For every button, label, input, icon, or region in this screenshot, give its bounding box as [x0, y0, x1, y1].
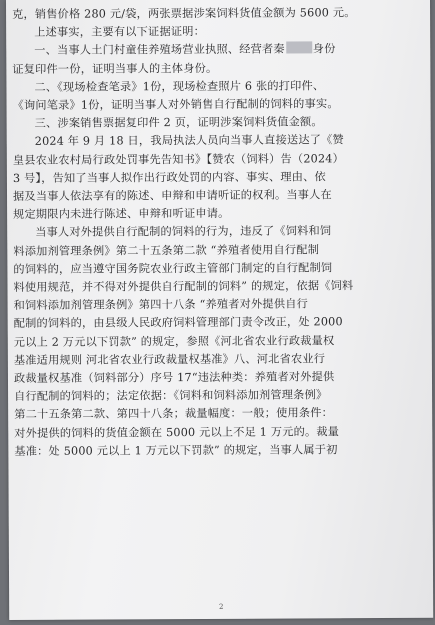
- text-line: 3 号】，告知了当事人拟作出行政处罚的内容、事实、理由、依: [12, 170, 326, 185]
- text-line: 基准：处 5000 元以上 1 万元以下罚款” 的规定，当事人属于初: [14, 443, 338, 458]
- text-line: 自行配制的饲料的；法定依据：《饲料和饲料添加剂管理条例》: [14, 388, 328, 404]
- text-segment: 一、当事人土门村童佳养殖场营业执照、经营者秦: [34, 42, 285, 58]
- text-line: 《询问笔录》1份，证明当事人对外销售自行配制的饲料的事实。: [12, 97, 339, 112]
- redaction-mark: [286, 42, 312, 54]
- text-line: 证复印件一份，证明当事人的主体身份。: [12, 61, 218, 76]
- text-line: 当事人对外提供自行配制的饲料的行为，违反了《饲料和饲: [35, 224, 332, 240]
- text-line: 2024 年 9 月 18 日，我局执法人员向当事人直接送达了《赞: [34, 133, 344, 149]
- text-line: 政裁量权基准（饲料部分）序号 17“违法种类：养殖者对外提供: [13, 370, 335, 386]
- text-line: 皇县农业农村局行政处罚事先告知书》【赞农（饲料）告（2024）: [12, 151, 345, 167]
- text-line: [12, 40, 420, 60]
- text-line: 规定期限内未进行陈述、申辩和听证申请。: [13, 207, 230, 222]
- text-line: 对外提供的饲料的货值金额在 5000 元以上不足 1 万元的。裁量: [14, 424, 340, 440]
- document-body: [12, 4, 422, 461]
- text-line: 上述事实，主要有以下证据证明：: [34, 25, 206, 40]
- text-line: 据及当事人依法享有的陈述、申辩和申请听证的权利。当事人在: [12, 188, 332, 203]
- document-page: [6, 0, 433, 620]
- text-line: 克，销售价格 280 元/袋，两张票据涉案饲料货值金额为 5600 元。: [12, 6, 356, 21]
- text-line: 三、涉案销售票据复印件 2 页，证明涉案饲料货值金额。: [34, 115, 323, 131]
- text-line: 料添加剂管理条例》第二十五条第二款 “养殖者使用自行配制: [13, 243, 320, 258]
- text-line: 二、《现场检查笔录》1份，现场检查照片 6 张的打印件、: [34, 79, 325, 94]
- page-number: 2: [218, 602, 224, 611]
- text-line: 和饲料添加剂管理条例》第四十八条 “养殖者对外提供自行: [13, 297, 309, 313]
- text-line: 基准适用规则 河北省农业行政裁量权基准》八、河北省农业行: [13, 352, 326, 367]
- text-segment: 身份: [312, 42, 336, 56]
- text-line: 配制的饲料的，由县级人民政府饲料管理部门责令改正，处 2000: [13, 315, 343, 331]
- text-line: 料使用规范，并不得对外提供自行配制的饲料” 的规定，依据《饲料: [13, 279, 354, 295]
- text-line: 第二十五条第二款、第四十八条；裁量幅度：一般；使用条件：: [14, 406, 334, 422]
- text-line: 的饲料的，应当遵守国务院农业行政主管部门制定的自行配制饲: [13, 261, 333, 276]
- text-line: 元以上 2 万元以下罚款” 的规定，参照《河北省农业行政裁量权: [13, 333, 335, 349]
